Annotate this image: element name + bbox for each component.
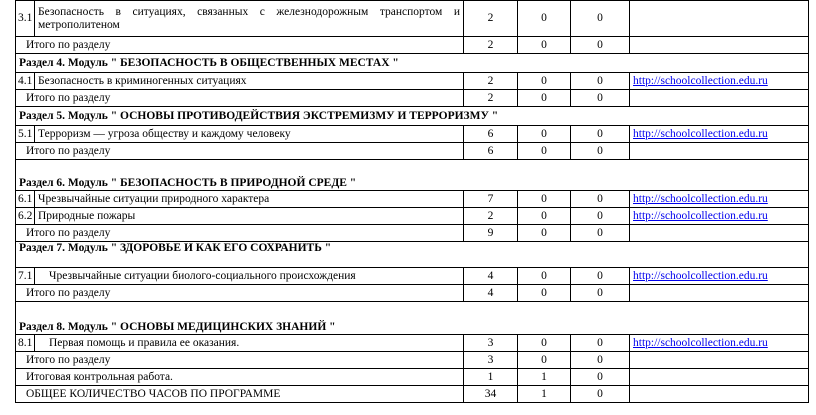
total-label: Итого по разделу bbox=[16, 90, 464, 107]
topic-name: Безопасность в криминогенных ситуациях bbox=[35, 73, 464, 90]
resource-cell bbox=[630, 268, 809, 285]
resource-cell bbox=[630, 143, 809, 160]
total-label: Итого по разделу bbox=[16, 285, 464, 302]
hours-control: 0 bbox=[518, 225, 571, 242]
table-row bbox=[16, 73, 809, 90]
hours-total: 4 bbox=[464, 285, 518, 302]
hours-total: 2 bbox=[464, 90, 518, 107]
hours-control: 0 bbox=[518, 268, 571, 285]
hours-total: 4 bbox=[464, 268, 518, 285]
hours-total: 6 bbox=[464, 143, 518, 160]
resource-cell bbox=[630, 208, 809, 225]
row-number: 6.1 bbox=[16, 191, 35, 208]
resource-cell bbox=[630, 386, 809, 403]
section-title: Раздел 4. Модуль " БЕЗОПАСНОСТЬ В ОБЩЕСТВЕННЫХ МЕСТАХ " bbox=[16, 54, 809, 73]
row-number: 5.1 bbox=[16, 126, 35, 143]
curriculum-table bbox=[15, 0, 809, 403]
hours-control: 1 bbox=[518, 386, 571, 403]
total-row bbox=[16, 369, 809, 386]
hours-control: 0 bbox=[518, 191, 571, 208]
hours-total: 2 bbox=[464, 37, 518, 54]
resource-link[interactable]: http://schoolcollection.edu.ru bbox=[633, 127, 768, 140]
resource-cell bbox=[630, 225, 809, 242]
resource-link[interactable]: http://schoolcollection.edu.ru bbox=[633, 209, 768, 222]
hours-control: 0 bbox=[518, 352, 571, 369]
total-label: Итого по разделу bbox=[16, 143, 464, 160]
resource-cell bbox=[630, 369, 809, 386]
hours-practical: 0 bbox=[571, 208, 630, 225]
resource-link[interactable]: http://schoolcollection.edu.ru bbox=[633, 269, 768, 282]
section-title: Раздел 6. Модуль " БЕЗОПАСНОСТЬ В ПРИРОДНОЙ СРЕДЕ " bbox=[16, 160, 809, 191]
hours-practical: 0 bbox=[571, 73, 630, 90]
resource-cell bbox=[630, 352, 809, 369]
table-row bbox=[16, 1, 809, 37]
section-header-row bbox=[16, 242, 809, 268]
hours-control: 0 bbox=[518, 143, 571, 160]
row-number: 7.1 bbox=[16, 268, 35, 285]
section-title: Раздел 5. Модуль " ОСНОВЫ ПРОТИВОДЕЙСТВИЯ ЭКСТРЕМИЗМУ И ТЕРРОРИЗМУ " bbox=[16, 107, 809, 126]
hours-total: 3 bbox=[464, 352, 518, 369]
table-row bbox=[16, 191, 809, 208]
total-row bbox=[16, 90, 809, 107]
hours-control: 0 bbox=[518, 126, 571, 143]
hours-control: 0 bbox=[518, 335, 571, 352]
row-number: 3.1 bbox=[16, 1, 35, 37]
topic-name: Терроризм — угроза обществу и каждому человеку bbox=[35, 126, 464, 143]
hours-control: 0 bbox=[518, 208, 571, 225]
resource-link[interactable]: http://schoolcollection.edu.ru bbox=[633, 192, 768, 205]
hours-practical: 0 bbox=[571, 268, 630, 285]
row-number: 8.1 bbox=[16, 335, 35, 352]
resource-cell bbox=[630, 335, 809, 352]
topic-name: Первая помощь и правила ее оказания. bbox=[35, 335, 464, 352]
row-number: 4.1 bbox=[16, 73, 35, 90]
hours-control: 0 bbox=[518, 1, 571, 37]
resource-cell bbox=[630, 37, 809, 54]
section-title: Раздел 7. Модуль " ЗДОРОВЬЕ И КАК ЕГО СОХРАНИТЬ " bbox=[16, 242, 809, 268]
total-row bbox=[16, 37, 809, 54]
topic-name: Чрезвычайные ситуации природного характера bbox=[35, 191, 464, 208]
total-label: Итого по разделу bbox=[16, 225, 464, 242]
resource-cell bbox=[630, 90, 809, 107]
hours-total: 1 bbox=[464, 369, 518, 386]
hours-practical: 0 bbox=[571, 352, 630, 369]
hours-control: 0 bbox=[518, 90, 571, 107]
table-row bbox=[16, 268, 809, 285]
hours-total: 34 bbox=[464, 386, 518, 403]
section-header-row bbox=[16, 54, 809, 73]
total-row bbox=[16, 143, 809, 160]
hours-total: 2 bbox=[464, 1, 518, 37]
hours-total: 7 bbox=[464, 191, 518, 208]
total-label: Итого по разделу bbox=[16, 37, 464, 54]
hours-control: 0 bbox=[518, 37, 571, 54]
hours-total: 6 bbox=[464, 126, 518, 143]
table-row bbox=[16, 335, 809, 352]
section-header-row bbox=[16, 107, 809, 126]
resource-cell bbox=[630, 126, 809, 143]
section-header-row bbox=[16, 160, 809, 191]
hours-total: 9 bbox=[464, 225, 518, 242]
topic-name: Чрезвычайные ситуации биолого-социального происхождения bbox=[35, 268, 464, 285]
hours-control: 0 bbox=[518, 73, 571, 90]
hours-practical: 0 bbox=[571, 369, 630, 386]
topic-name: Природные пожары bbox=[35, 208, 464, 225]
table-body bbox=[16, 1, 809, 403]
total-row bbox=[16, 352, 809, 369]
hours-control: 1 bbox=[518, 369, 571, 386]
topic-name: Безопасность в ситуациях, связанных с железнодорожным транспортом и метрополитеном bbox=[35, 1, 464, 37]
hours-practical: 0 bbox=[571, 143, 630, 160]
hours-total: 2 bbox=[464, 73, 518, 90]
resource-cell bbox=[630, 191, 809, 208]
section-title: Раздел 8. Модуль " ОСНОВЫ МЕДИЦИНСКИХ ЗНАНИЙ " bbox=[16, 302, 809, 335]
resource-cell bbox=[630, 285, 809, 302]
table-row bbox=[16, 126, 809, 143]
total-label: Итоговая контрольная работа. bbox=[16, 369, 464, 386]
row-number: 6.2 bbox=[16, 208, 35, 225]
hours-practical: 0 bbox=[571, 225, 630, 242]
hours-practical: 0 bbox=[571, 37, 630, 54]
hours-practical: 0 bbox=[571, 386, 630, 403]
hours-practical: 0 bbox=[571, 335, 630, 352]
hours-practical: 0 bbox=[571, 126, 630, 143]
resource-cell bbox=[630, 1, 809, 37]
hours-practical: 0 bbox=[571, 191, 630, 208]
total-row bbox=[16, 386, 809, 403]
total-label: ОБЩЕЕ КОЛИЧЕСТВО ЧАСОВ ПО ПРОГРАММЕ bbox=[16, 386, 464, 403]
total-row bbox=[16, 285, 809, 302]
hours-total: 2 bbox=[464, 208, 518, 225]
hours-practical: 0 bbox=[571, 1, 630, 37]
hours-control: 0 bbox=[518, 285, 571, 302]
hours-practical: 0 bbox=[571, 90, 630, 107]
table-row bbox=[16, 208, 809, 225]
section-header-row bbox=[16, 302, 809, 335]
resource-link[interactable]: http://schoolcollection.edu.ru bbox=[633, 336, 768, 349]
resource-cell bbox=[630, 73, 809, 90]
hours-total: 3 bbox=[464, 335, 518, 352]
total-row bbox=[16, 225, 809, 242]
total-label: Итого по разделу bbox=[16, 352, 464, 369]
resource-link[interactable]: http://schoolcollection.edu.ru bbox=[633, 74, 768, 87]
hours-practical: 0 bbox=[571, 285, 630, 302]
